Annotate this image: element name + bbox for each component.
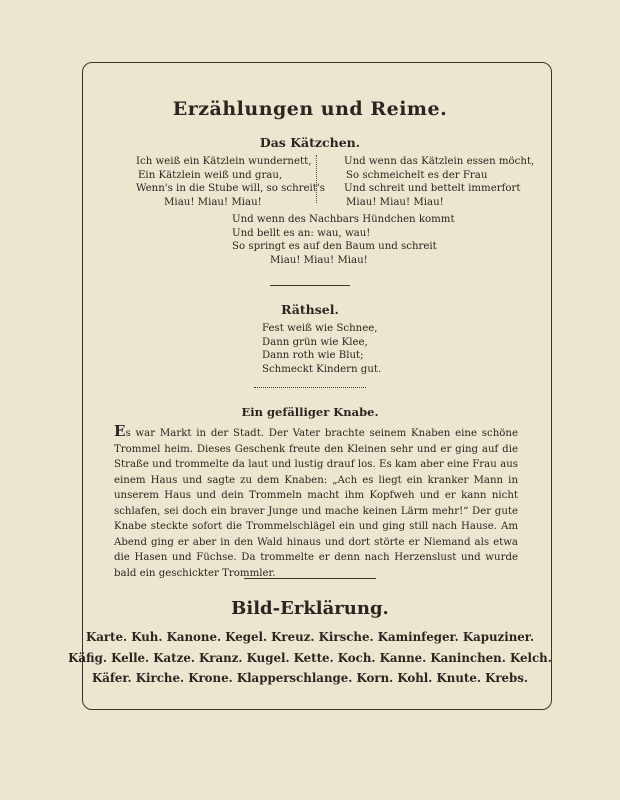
riddle-verse [262,322,381,376]
poem-line: Wenn's in die Stube will, so schreit's [136,183,325,195]
legend-row: Karte. Kuh. Kanone. Kegel. Kreuz. Kirsche. Kaminfeger. Kapuziner. [85,630,535,644]
legend-row: Käfer. Kirche. Krone. Klapperschlange. Korn. Kohl. Knute. Krebs. [91,671,529,685]
poem-line: Miau! Miau! Miau! [346,196,444,208]
poem-line: Und wenn das Kätzlein essen möcht, [344,156,535,167]
poem-line: Und bellt es an: wau, wau! [232,227,371,239]
poem-line: Miau! Miau! Miau! [164,196,262,208]
poem-line: Ich weiß ein Kätzlein wundernett, [136,156,312,167]
poem-line: So schmeichelt es der Frau [346,169,488,181]
story-title: Ein gefälliger Knabe. [241,405,379,419]
riddle-title: Räthsel. [281,302,339,317]
divider-ornament [244,573,376,585]
legend-title: Bild-Erklärung. [231,598,389,619]
divider-ornament [270,280,350,292]
column-divider [316,155,317,203]
poem-line: Und schreit und bettelt immerfort [344,183,521,195]
legend-row: Käfig. Kelle. Katze. Kranz. Kugel. Kette. Koch. Kanne. Kaninchen. Kelch. [68,651,552,665]
riddle-line: Fest weiß wie Schnee, [262,323,378,334]
poem-left-stanza [136,155,325,209]
poem-bottom-stanza [232,213,455,267]
story-text [114,424,518,581]
poem-title: Das Kätzchen. [259,135,361,150]
riddle-line: Schmeckt Kindern gut. [262,363,382,375]
story-initial: E [114,422,126,440]
divider-ornament [254,382,366,394]
poem-line: Und wenn des Nachbars Hündchen kommt [232,214,455,225]
page-title: Erzählungen und Reime. [172,98,448,120]
poem-line: Miau! Miau! Miau! [270,254,368,266]
riddle-line: Dann roth wie Blut; [262,350,364,362]
poem-line: So springt es auf den Baum und schreit [232,241,437,253]
story-body: s war Markt in der Stadt. Der Vater brachte seinem Knaben eine schöne Trommel heim. Dieses Geschenk freute den Kleinen sehr und er ging auf die Straße und trommelte da laut und lustig drauf los. Es kam aber eine Frau aus einem Haus und sagte zu dem Knaben: „Ach es liegt ein kranker Mann in unserem Haus und dein Trommeln macht ihm Kopfweh und er kann nicht schlafen, sei doch ein braver Junge und mache keinen Lärm mehr!“ Der gute Knabe steckte sofort die Trommelschlägel ein und ging still nach Hause. Am Abend ging er aber in den Wald hinaus und dort störte er Niemand als etwa die Hasen und Füchse. Da trommelte er denn nach Herzenslust und wurde bald ein geschickter Trommler. [114,428,518,579]
poem-right-stanza [344,155,534,209]
riddle-line: Dann grün wie Klee, [262,336,368,348]
poem-line: Ein Kätzlein weiß und grau, [138,169,283,181]
